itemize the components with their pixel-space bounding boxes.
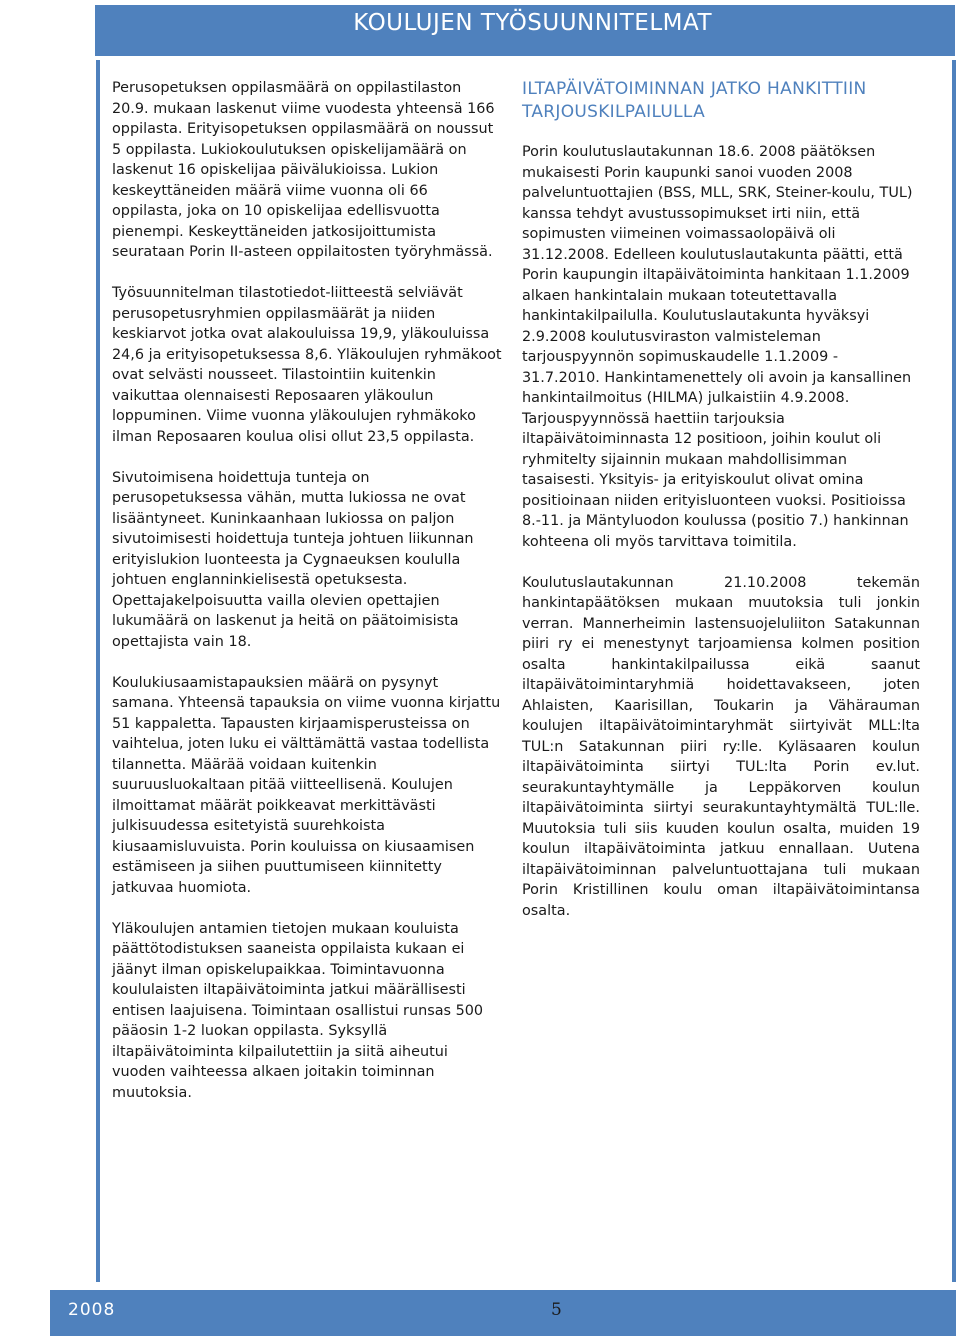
right-column	[522, 78, 920, 942]
paragraph-student-numbers: Perusopetuksen oppilasmäärä on oppilastilaston 20.9. mukaan laskenut viime vuodesta yhteensä 166 oppilasta. Erityisopetuksen oppilasmäärä on noussut 5 oppilasta. Lukiokoulutuksen opiskelijamäärä on laskenut 16 opiskelijaa päivälukioissa. Lukion keskeyttäneiden määrä viime vuonna oli 66 oppilasta, joka on 10 opiskelijaa edellisvuotta pienempi. Keskeyttäneiden jatkosijoittumista seurataan Porin II-asteen oppilaitosten työryhmässä.	[112, 80, 495, 260]
frame-left-border	[96, 60, 100, 1282]
paragraph-part-time-teaching: Sivutoimisena hoidettuja tunteja on perusopetuksessa vähän, mutta lukiossa ne ovat lisääntyneet. Kuninkaanhaan lukiossa on paljon sivutoimisesti hoidettuja tunteja johtuen liikunnan erityislukion luonteesta ja Cygnaeuksen koululla johtuen englanninkielisestä opetuksesta. Opettajakelpoisuutta vailla olevien opettajien lukumäärä on laskenut ja heitä on päätoimisista opettajista vain 18.	[112, 469, 474, 650]
left-column	[112, 78, 502, 1124]
section-heading: ILTAPÄIVÄTOIMINNAN JATKO HANKITTIIN TARJOUSKILPAILULLA	[522, 79, 867, 122]
paragraph-procurement: Porin koulutuslautakunnan 18.6. 2008 päätöksen mukaisesti Porin kaupunki sanoi vuoden 2008 palveluntuottajien (BSS, MLL, SRK, Steiner-koulu, TUL) kanssa tehdyt avustussopimukset irti niin, että sopimusten viimeinen voimassaolopäivä oli 31.12.2008. Edelleen koulutuslautakunta päätti, että Porin kaupungin iltapäivätoiminta hankitaan 1.1.2009 alkaen hankintalain mukaan toteutettavalla hankintakilpailulla. Koulutuslautakunta hyväksyi 2.9.2008 koulutusviraston valmisteleman tarjouspyynnön sopimuskaudelle 1.1.2009 - 31.7.2010. Hankintamenettely oli avoin ja kansallinen hankintailmoitus (HILMA) julkaistiin 4.9.2008. Tarjouspyynnössä haettiin tarjouksia iltapäivätoiminnasta 12 positioon, joihin koulut oli ryhmitelty sijainnin mukaan mahdollisimman tasaisesti. Yksityis- ja erityiskoulut olivat omina positioinaan niiden erityisluonteen vuoksi. Positioissa 8.-11. ja Mäntyluodon koulussa (positio 7.) hankinnan kohteena oli myös tarvittava toimitila.	[522, 144, 913, 550]
paragraph-bullying: Koulukiusaamistapauksien määrä on pysynyt samana. Yhteensä tapauksia on viime vuonna kirjattu 51 kappaletta. Tapausten kirjaamisperusteissa on vaihtelua, joten luku ei välttämättä vastaa todellista tilannetta. Määrää voidaan kuitenkin suuruusluokaltaan pitää viitteellisenä. Koulujen ilmoittamat määrät poikkeavat merkittävästi julkisuudessa esitetyistä suurehkoista kiusaamisluvuista. Porin kouluissa on kiusaamisen estämiseen ja siihen puuttumiseen kiinnitetty jatkuvaa huomiota.	[112, 674, 501, 896]
paragraph-group-sizes: Työsuunnitelman tilastotiedot-liitteestä selviävät perusopetusryhmien oppilasmäärät ja niiden keskiarvot jotka ovat alakouluissa 19,9, yläkouluissa 24,6 ja erityisopetuksessa 8,6. Yläkoulujen ryhmäkoot ovat selvästi nousseet. Tilastointiin kuitenkin vaikuttaa olennaisesti Reposaaren yläkoulun loppuminen. Viime vuonna yläkoulujen ryhmäkoko ilman Reposaaren koulua olisi ollut 23,5 oppilasta.	[112, 285, 502, 445]
page-number: 5	[551, 1300, 562, 1320]
frame-right-border	[952, 60, 956, 1282]
footer-year: 2008	[68, 1300, 116, 1320]
paragraph-graduates: Yläkoulujen antamien tietojen mukaan kouluista päättötodistuksen saaneista oppilaista kukaan ei jäänyt ilman opiskelupaikkaa. Toimintavuonna koululaisten iltapäivätoiminta jatkui määrällisesti entisen laajuisena. Toimintaan osallistui runsas 500 pääosin 1-2 luokan oppilasta. Syksyllä iltapäivätoiminta kilpailutettiin ja siitä aiheutui vuoden vaihteessa alkaen joitakin toiminnan muutoksia.	[112, 920, 484, 1101]
footer-bar	[50, 1290, 956, 1336]
page-title: KOULUJEN TYÖSUUNNITELMAT	[353, 10, 712, 36]
paragraph-procurement-decision: Koulutuslautakunnan 21.10.2008 tekemän hankintapäätöksen mukaan muutoksia tuli jonkin verran. Mannerheimin lastensuojeluliiton Satakunnan piiri ry ei menestynyt tarjoamiensa kolmen position osalta hankintakilpailussa eikä saanut iltapäivätoimintaryhmiä hoidettavakseen, joten Ahlaisten, Kaarisillan, Toukarin ja Vähärauman koulujen iltapäivätoimintaryhmät siirtyivät MLL:lta TUL:n Satakunnan piiri ry:lle. Kyläsaaren koulun iltapäivätoiminta siirtyi TUL:lta Porin ev.lut. seurakuntayhtymälle ja Leppäkorven koulun iltapäivätoiminta siirtyi seurakuntayhtymältä TUL:lle. Muutoksia tuli siis kuuden koulun osalta, muiden 19 koulun iltapäivätoiminta jatkuu ennallaan. Uutena iltapäivätoiminnan palveluntuottajana tuli mukaan Porin Kristillinen koulu oman iltapäivätoimintansa osalta.	[522, 574, 920, 919]
